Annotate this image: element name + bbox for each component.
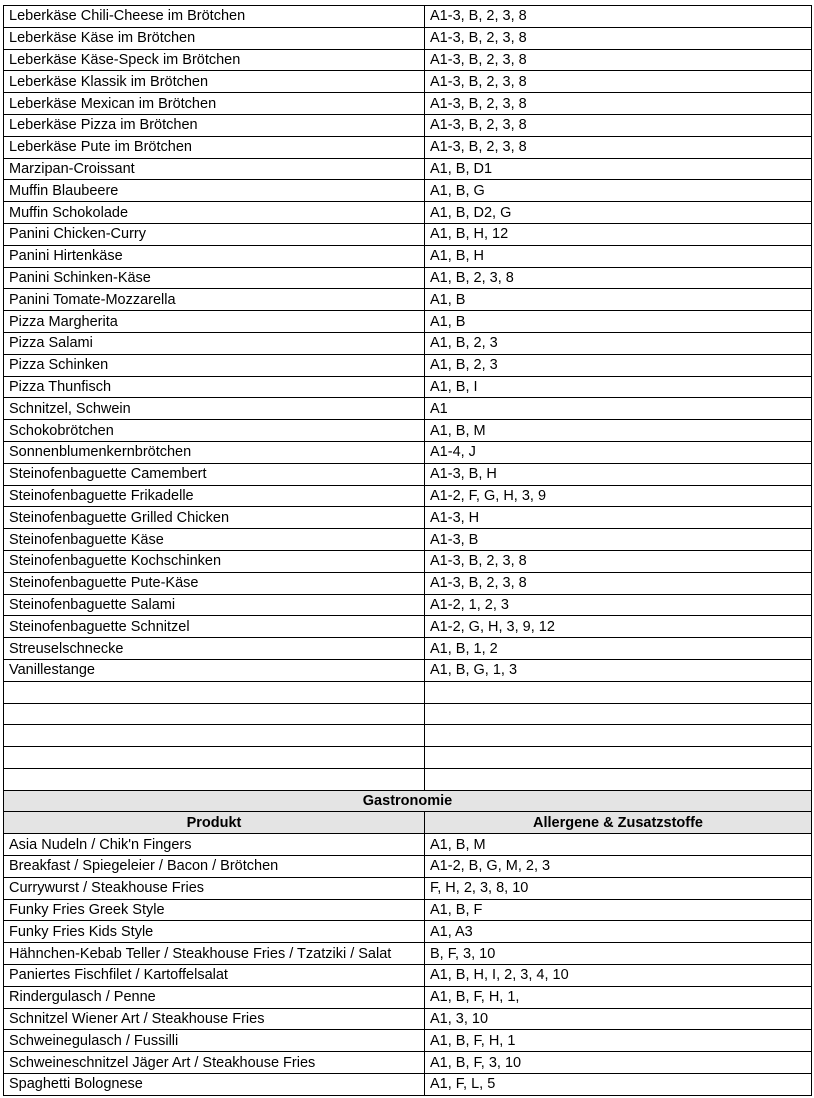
empty-cell [425,681,812,703]
product-cell: Schokobrötchen [4,420,425,442]
table-row [4,180,812,202]
product-cell: Steinofenbaguette Grilled Chicken [4,507,425,529]
allergens-cell: A1, B, F [425,899,812,921]
product-cell: Panini Hirtenkäse [4,245,425,267]
empty-cell [4,747,425,769]
product-cell: Muffin Schokolade [4,202,425,224]
table-row [4,659,812,681]
allergens-cell: A1-4, J [425,441,812,463]
allergens-cell: A1, B, F, H, 1, [425,986,812,1008]
table-row [4,93,812,115]
allergens-cell: A1, B, 2, 3, 8 [425,267,812,289]
table-row [4,49,812,71]
product-cell: Leberkäse Pute im Brötchen [4,136,425,158]
allergens-cell: A1, A3 [425,921,812,943]
table-row [4,463,812,485]
table-row [4,899,812,921]
allergens-cell: A1-3, B, H [425,463,812,485]
allergens-cell: A1, B, 2, 3 [425,332,812,354]
allergens-cell: A1, B, D2, G [425,202,812,224]
allergens-cell: A1-2, B, G, M, 2, 3 [425,856,812,878]
allergens-cell: A1-3, B, 2, 3, 8 [425,27,812,49]
allergens-cell: A1, B, G, 1, 3 [425,659,812,681]
table-row [4,943,812,965]
product-cell: Paniertes Fischfilet / Kartoffelsalat [4,965,425,987]
allergens-cell: A1, B, 1, 2 [425,638,812,660]
product-cell: Panini Tomate-Mozzarella [4,289,425,311]
table-row [4,332,812,354]
product-cell: Steinofenbaguette Käse [4,529,425,551]
product-cell: Steinofenbaguette Pute-Käse [4,572,425,594]
allergens-cell: A1-3, B, 2, 3, 8 [425,136,812,158]
empty-rows [4,681,812,790]
table-row [4,485,812,507]
allergens-cell: A1, B, F, 3, 10 [425,1052,812,1074]
product-cell: Leberkäse Mexican im Brötchen [4,93,425,115]
product-cell: Marzipan-Croissant [4,158,425,180]
allergens-cell: A1, B, D1 [425,158,812,180]
product-cell: Schweineschnitzel Jäger Art / Steakhouse Fries [4,1052,425,1074]
product-rows-gastronomie [4,834,812,1096]
empty-cell [425,725,812,747]
product-cell: Panini Chicken-Curry [4,223,425,245]
empty-cell [425,768,812,790]
allergens-cell: F, H, 2, 3, 8, 10 [425,877,812,899]
allergens-cell: A1-3, B, 2, 3, 8 [425,93,812,115]
table-row [4,376,812,398]
product-cell: Leberkäse Käse im Brötchen [4,27,425,49]
product-cell: Spaghetti Bolognese [4,1074,425,1096]
column-header-allergens: Allergene & Zusatzstoffe [425,812,812,834]
product-cell: Steinofenbaguette Camembert [4,463,425,485]
allergens-cell: A1-3, B [425,529,812,551]
section-title-row [4,790,812,812]
allergens-cell: B, F, 3, 10 [425,943,812,965]
table-row [4,136,812,158]
empty-cell [4,703,425,725]
product-cell: Currywurst / Steakhouse Fries [4,877,425,899]
empty-row [4,681,812,703]
product-cell: Steinofenbaguette Salami [4,594,425,616]
allergens-cell: A1, B, M [425,834,812,856]
product-rows-top [4,6,812,682]
allergens-cell: A1, B [425,311,812,333]
table-row [4,529,812,551]
table-row [4,986,812,1008]
allergens-cell: A1-3, B, 2, 3, 8 [425,71,812,93]
table-row [4,638,812,660]
table-row [4,202,812,224]
allergens-cell: A1-2, 1, 2, 3 [425,594,812,616]
table-row [4,856,812,878]
allergens-cell: A1, B, H, I, 2, 3, 4, 10 [425,965,812,987]
table-row [4,223,812,245]
empty-row [4,725,812,747]
table-row [4,550,812,572]
allergens-cell: A1, F, L, 5 [425,1074,812,1096]
table-row [4,71,812,93]
allergens-cell: A1-3, B, 2, 3, 8 [425,114,812,136]
table-row [4,354,812,376]
empty-cell [425,747,812,769]
allergens-cell: A1-3, B, 2, 3, 8 [425,49,812,71]
allergens-cell: A1 [425,398,812,420]
table-row [4,6,812,28]
product-cell: Schnitzel Wiener Art / Steakhouse Fries [4,1008,425,1030]
table-row [4,441,812,463]
product-cell: Rindergulasch / Penne [4,986,425,1008]
product-cell: Sonnenblumenkernbrötchen [4,441,425,463]
empty-row [4,703,812,725]
product-cell: Pizza Thunfisch [4,376,425,398]
product-cell: Muffin Blaubeere [4,180,425,202]
product-cell: Asia Nudeln / Chik'n Fingers [4,834,425,856]
product-cell: Schnitzel, Schwein [4,398,425,420]
table-row [4,311,812,333]
product-cell: Funky Fries Greek Style [4,899,425,921]
product-cell: Leberkäse Pizza im Brötchen [4,114,425,136]
allergens-cell: A1-3, B, 2, 3, 8 [425,6,812,28]
allergens-cell: A1, B, M [425,420,812,442]
table-row [4,158,812,180]
table-row [4,507,812,529]
table-row [4,1052,812,1074]
product-cell: Funky Fries Kids Style [4,921,425,943]
empty-cell [4,768,425,790]
allergens-cell: A1, B [425,289,812,311]
allergens-cell: A1-3, B, 2, 3, 8 [425,572,812,594]
product-cell: Panini Schinken-Käse [4,267,425,289]
table-row [4,834,812,856]
product-cell: Steinofenbaguette Frikadelle [4,485,425,507]
column-header-product: Produkt [4,812,425,834]
allergens-cell: A1-2, G, H, 3, 9, 12 [425,616,812,638]
table-row [4,965,812,987]
table-row [4,1074,812,1096]
table-row [4,921,812,943]
gastronomie-section [4,790,812,834]
table-row [4,398,812,420]
product-cell: Leberkäse Chili-Cheese im Brötchen [4,6,425,28]
allergens-cell: A1-2, F, G, H, 3, 9 [425,485,812,507]
table-row [4,27,812,49]
table-row [4,289,812,311]
product-cell: Breakfast / Spiegeleier / Bacon / Brötchen [4,856,425,878]
empty-row [4,768,812,790]
table-row [4,114,812,136]
allergens-cell: A1, 3, 10 [425,1008,812,1030]
product-cell: Hähnchen-Kebab Teller / Steakhouse Fries / Tzatziki / Salat [4,943,425,965]
empty-cell [4,725,425,747]
product-cell: Pizza Margherita [4,311,425,333]
empty-row [4,747,812,769]
allergen-table [3,5,812,1096]
section-title: Gastronomie [4,790,812,812]
table-row [4,420,812,442]
allergens-cell: A1, B, F, H, 1 [425,1030,812,1052]
allergens-cell: A1, B, I [425,376,812,398]
table-row [4,267,812,289]
table-row [4,877,812,899]
product-cell: Steinofenbaguette Kochschinken [4,550,425,572]
table-row [4,1008,812,1030]
allergens-cell: A1-3, H [425,507,812,529]
product-cell: Pizza Schinken [4,354,425,376]
allergens-cell: A1-3, B, 2, 3, 8 [425,550,812,572]
column-header-row [4,812,812,834]
table-row [4,594,812,616]
empty-cell [425,703,812,725]
product-cell: Pizza Salami [4,332,425,354]
allergens-cell: A1, B, H, 12 [425,223,812,245]
table-row [4,616,812,638]
allergens-cell: A1, B, H [425,245,812,267]
table-row [4,572,812,594]
product-cell: Streuselschnecke [4,638,425,660]
product-cell: Leberkäse Klassik im Brötchen [4,71,425,93]
empty-cell [4,681,425,703]
allergens-cell: A1, B, 2, 3 [425,354,812,376]
table-row [4,1030,812,1052]
product-cell: Steinofenbaguette Schnitzel [4,616,425,638]
product-cell: Leberkäse Käse-Speck im Brötchen [4,49,425,71]
allergens-cell: A1, B, G [425,180,812,202]
table-row [4,245,812,267]
product-cell: Vanillestange [4,659,425,681]
product-cell: Schweinegulasch / Fussilli [4,1030,425,1052]
